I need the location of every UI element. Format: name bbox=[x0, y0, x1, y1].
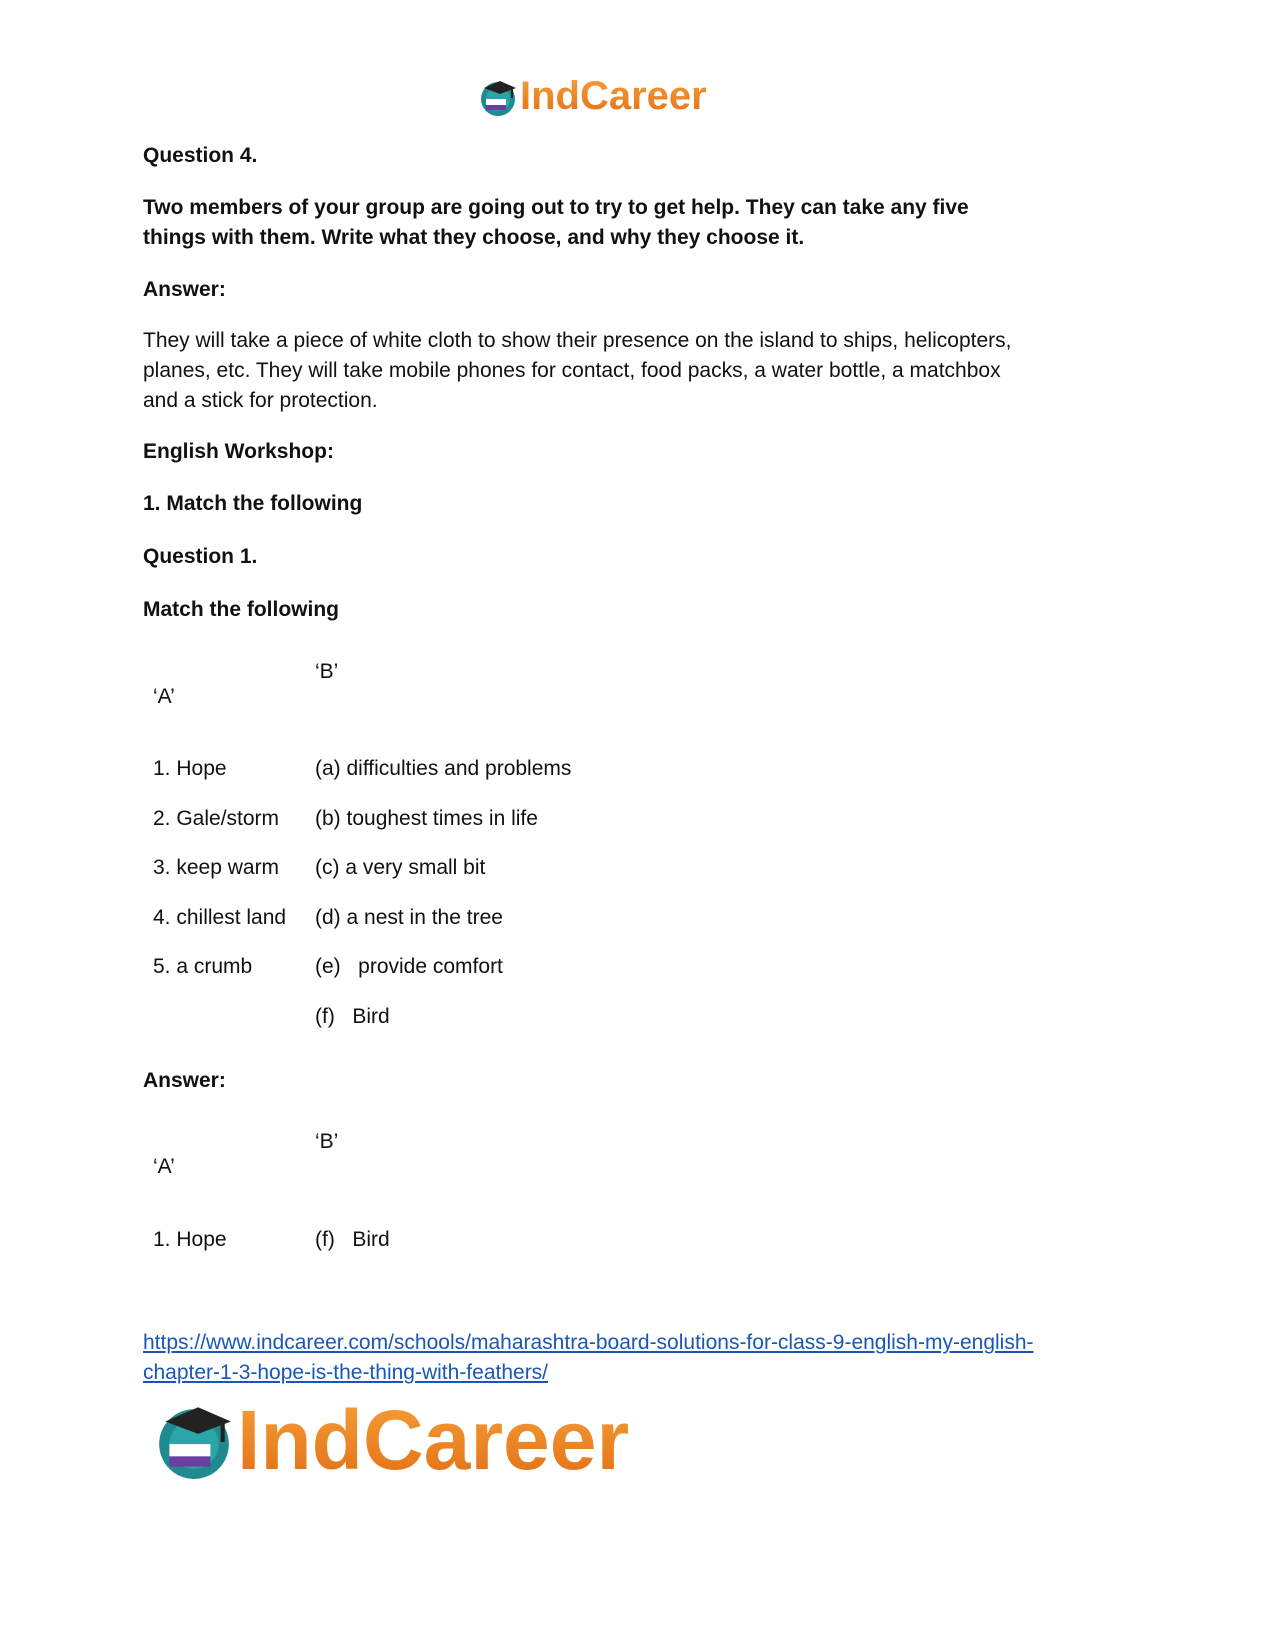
answer-row-b: (f) Bird bbox=[315, 1228, 390, 1251]
match-row-b: (f) Bird bbox=[315, 1005, 390, 1028]
graduation-cap-globe-icon bbox=[478, 77, 518, 117]
answer-line-3: and a stick for protection. bbox=[143, 389, 378, 412]
question-4-text bbox=[143, 193, 1103, 253]
match-col-a-header: ‘A’ bbox=[153, 685, 175, 708]
answer-col-b-header: ‘B’ bbox=[315, 1130, 339, 1153]
match-row-b: (d) a nest in the tree bbox=[315, 906, 503, 929]
workshop-section: 1. Match the following bbox=[143, 492, 363, 515]
match-row-b: (c) a very small bit bbox=[315, 856, 486, 879]
footer-brand-wordmark: IndCareer bbox=[237, 1393, 630, 1487]
question-4-title: Question 4. bbox=[143, 144, 258, 167]
match-row-a: 2. Gale/storm bbox=[153, 807, 280, 830]
workshop-title: English Workshop: bbox=[143, 440, 334, 463]
match-row-a: 1. Hope bbox=[153, 757, 227, 780]
answer-text bbox=[143, 326, 1103, 416]
brand-wordmark: IndCareer bbox=[520, 74, 707, 118]
match-answer-label: Answer: bbox=[143, 1069, 226, 1092]
question-4-line-1: Two members of your group are going out to try to get help. They can take any five bbox=[143, 196, 969, 219]
workshop-question: Question 1. bbox=[143, 545, 258, 568]
match-col-b-header: ‘B’ bbox=[315, 660, 339, 683]
answer-col-a-header: ‘A’ bbox=[153, 1155, 175, 1178]
match-row-a: 5. a crumb bbox=[153, 955, 253, 978]
answer-row-a: 1. Hope bbox=[153, 1228, 227, 1251]
header-logo bbox=[478, 74, 707, 119]
workshop-instruction: Match the following bbox=[143, 598, 339, 621]
source-link-line-1: https://www.indcareer.com/schools/maharashtra-board-solutions-for-class-9-english-my-english- bbox=[143, 1331, 1034, 1354]
match-row-a: 4. chillest land bbox=[153, 906, 287, 929]
answer-line-1: They will take a piece of white cloth to show their presence on the island to ships, helicopters, bbox=[143, 329, 1012, 352]
match-row-b: (a) difficulties and problems bbox=[315, 757, 572, 780]
footer-logo bbox=[153, 1395, 629, 1485]
source-link-line-2: chapter-1-3-hope-is-the-thing-with-feathers/ bbox=[143, 1361, 549, 1384]
answer-line-2: planes, etc. They will take mobile phones for contact, food packs, a water bottle, a matchbox bbox=[143, 359, 1001, 382]
source-link[interactable] bbox=[143, 1328, 1143, 1388]
match-row-b: (e) provide comfort bbox=[315, 955, 503, 978]
match-row-b: (b) toughest times in life bbox=[315, 807, 538, 830]
question-4-line-2: things with them. Write what they choose, and why they choose it. bbox=[143, 226, 805, 249]
graduation-cap-globe-icon bbox=[153, 1399, 235, 1481]
answer-label: Answer: bbox=[143, 278, 226, 301]
match-row-a: 3. keep warm bbox=[153, 856, 280, 879]
